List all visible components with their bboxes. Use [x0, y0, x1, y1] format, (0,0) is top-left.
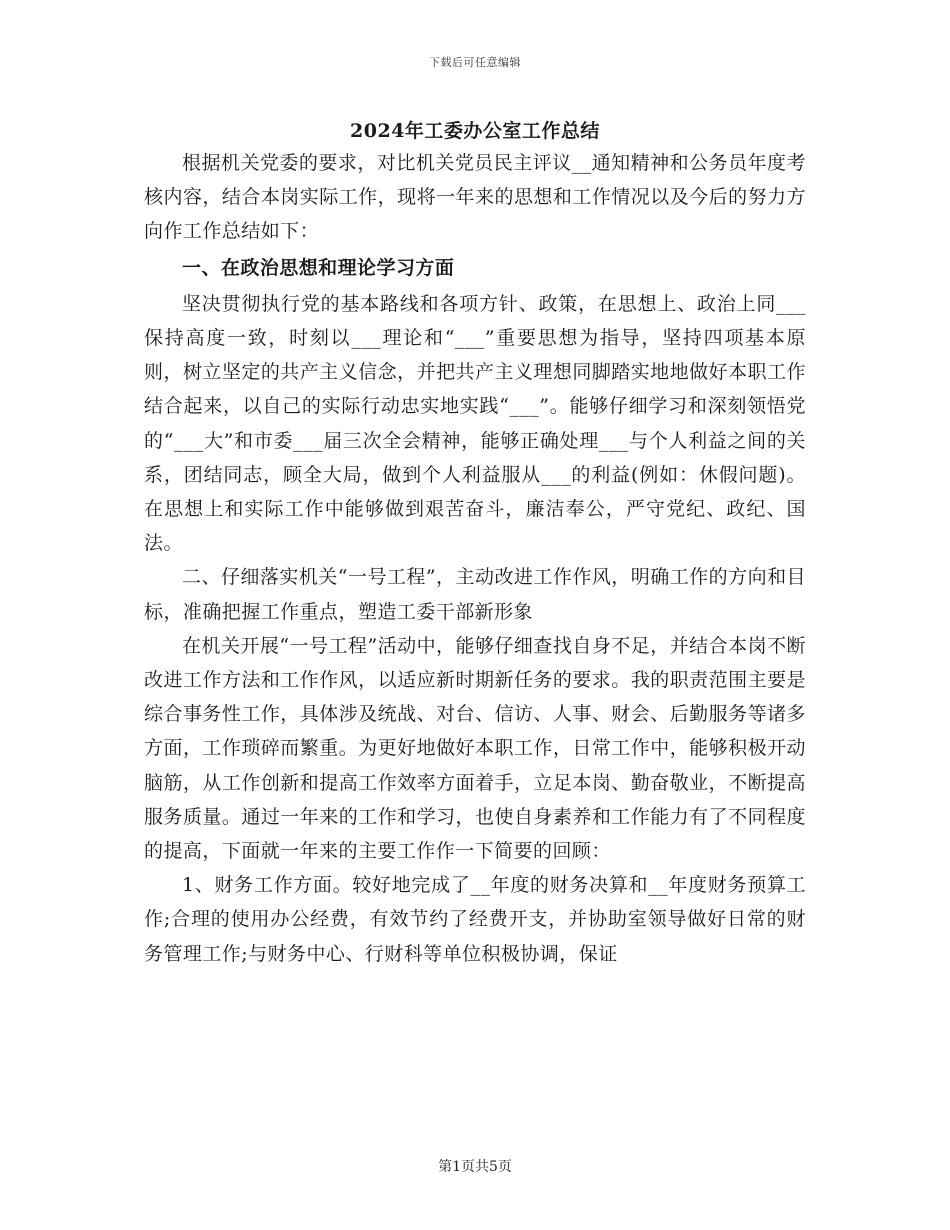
section-heading-political: 一、在政治思想和理论学习方面: [182, 256, 455, 279]
section-heading-project: 二、仔细落实机关“一号工程”，主动改进工作作风，明确工作的方向和目标，准确把握工作重点，塑造工委干部新形象: [144, 566, 806, 623]
page-footer-number: 第1页共5页: [438, 1159, 512, 1175]
paragraph-political: 坚决贯彻执行党的基本路线和各项方针、政策，在思想上、政治上同___保持高度一致，时刻以___理论和“___”重要思想为指导，坚持四项基本原则，树立坚定的共产主义信念，并把共产主义理想同脚踏实地地做好本职工作结合起来，以自己的实际行动忠实地实践“___”。能够仔细学习和深刻领悟党的“___大”和市委___届三次全会精神，能够正确处理___与个人利益之间的关系，团结同志，顾全大局，做到个人利益服从___的利益(例如：休假问题)。在思想上和实际工作中能够做到艰苦奋斗，廉洁奉公，严守党纪、政纪、国法。: [144, 292, 806, 555]
document-title: 2024年工委办公室工作总结: [350, 120, 600, 142]
page-header-note: 下载后可任意编辑: [429, 56, 521, 69]
paragraph-finance: 1、财务工作方面。较好地完成了__年度的财务决算和__年度财务预算工作;合理的使用办公经费，有效节约了经费开支，并协助室领导做好日常的财务管理工作;与财务中心、行财科等单位积极协调，保证: [144, 874, 806, 965]
document-body: [144, 146, 806, 971]
paragraph-intro: 根据机关党委的要求，对比机关党员民主评议__通知精神和公务员年度考核内容，结合本岗实际工作，现将一年来的思想和工作情况以及今后的努力方向作工作总结如下：: [144, 152, 806, 243]
paragraph-project: 在机关开展“一号工程”活动中，能够仔细查找自身不足，并结合本岗不断改进工作方法和工作作风，以适应新时期新任务的要求。我的职责范围主要是综合事务性工作，具体涉及统战、对台、信访、人事、财会、后勤服务等诸多方面，工作琐碎而繁重。为更好地做好本职工作，日常工作中，能够积极开动脑筋，从工作创新和提高工作效率方面着手，立足本岗、勤奋敬业，不断提高服务质量。通过一年来的工作和学习，也使自身素养和工作能力有了不同程度的提高，下面就一年来的主要工作作一下简要的回顾：: [144, 634, 806, 863]
